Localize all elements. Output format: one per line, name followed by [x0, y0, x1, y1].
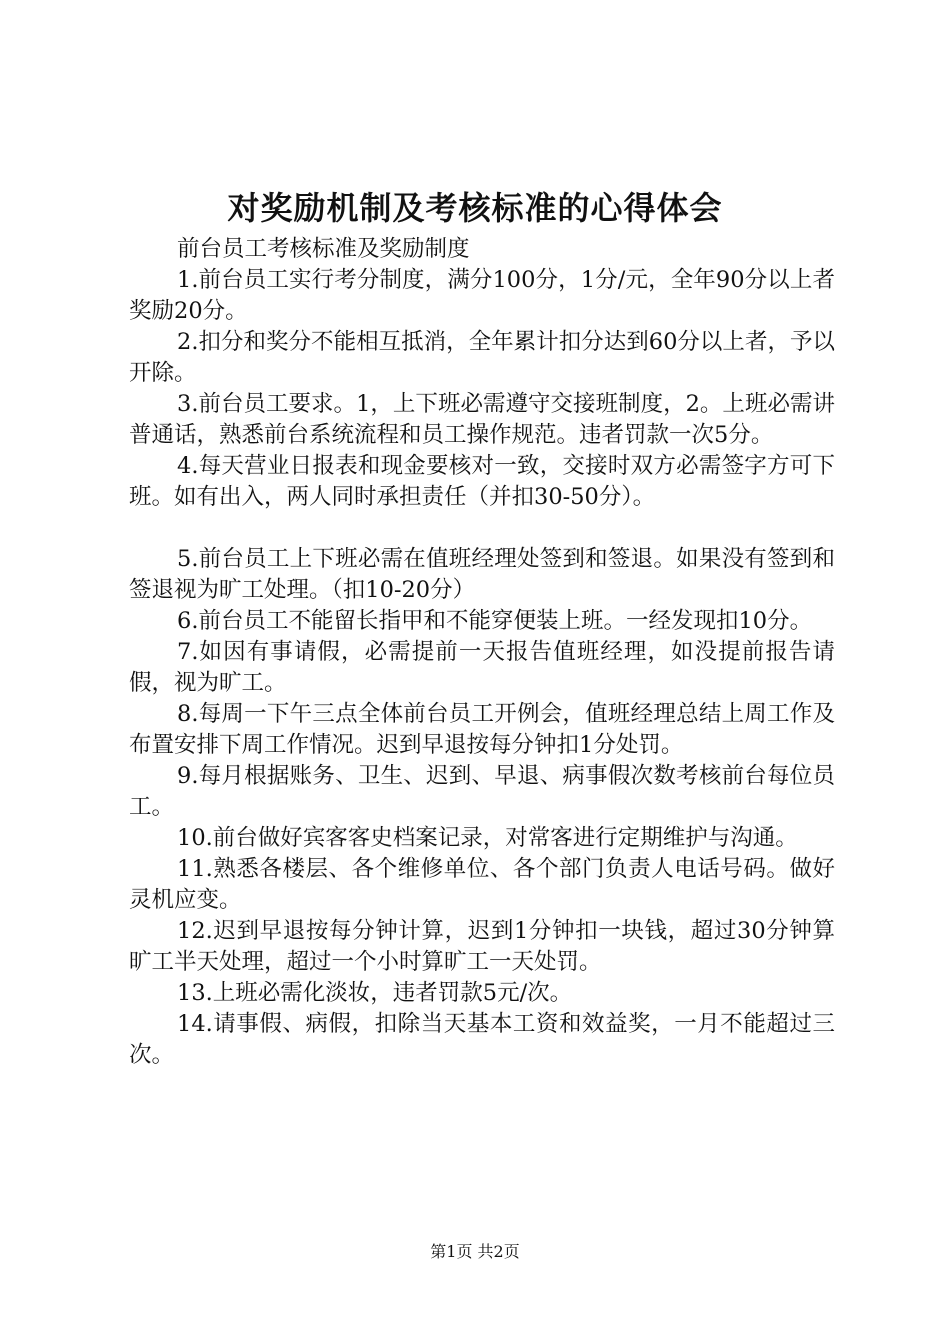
paragraph-item-6: 6.前台员工不能留长指甲和不能穿便装上班。一经发现扣10分。 — [177, 608, 813, 634]
paragraph-item-12: 12.迟到早退按每分钟计算，迟到1分钟扣一块钱，超过30分钟算旷工半天处理，超过一个小时算旷工一天处罚。 — [129, 918, 835, 975]
paragraph-item-14: 14.请事假、病假，扣除当天基本工资和效益奖，一月不能超过三次。 — [129, 1011, 835, 1068]
paragraph-item-13: 13.上班必需化淡妆，违者罚款5元/次。 — [177, 980, 573, 1006]
paragraph-item-7: 7.如因有事请假，必需提前一天报告值班经理，如没提前报告请假，视为旷工。 — [129, 639, 835, 696]
document-title: 对奖励机制及考核标准的心得体会 — [227, 189, 723, 227]
paragraph-item-8: 8.每周一下午三点全体前台员工开例会，值班经理总结上周工作及布置安排下周工作情况。迟到早退按每分钟扣1分处罚。 — [129, 701, 835, 758]
paragraph-item-2: 2.扣分和奖分不能相互抵消，全年累计扣分达到60分以上者，予以开除。 — [129, 329, 835, 386]
paragraph-item-5: 5.前台员工上下班必需在值班经理处签到和签退。如果没有签到和签退视为旷工处理。（扣10-20分） — [129, 546, 835, 603]
document-body — [129, 234, 835, 1071]
paragraph-item-10: 10.前台做好宾客客史档案记录，对常客进行定期维护与沟通。 — [177, 825, 798, 851]
paragraph-item-4: 4.每天营业日报表和现金要核对一致，交接时双方必需签字方可下班。如有出入，两人同时承担责任（并扣30-50分）。 — [129, 453, 835, 510]
paragraph-item-3: 3.前台员工要求。1，上下班必需遵守交接班制度，2。上班必需讲普通话，熟悉前台系统流程和员工操作规范。违者罚款一次5分。 — [129, 391, 835, 448]
paragraph-item-1: 1.前台员工实行考分制度，满分100分，1分/元，全年90分以上者奖励20分。 — [129, 267, 835, 324]
paragraph-heading: 前台员工考核标准及奖励制度 — [177, 236, 470, 262]
page-footer: 第1页 共2页 — [430, 1242, 520, 1261]
paragraph-item-9: 9.每月根据账务、卫生、迟到、早退、病事假次数考核前台每位员工。 — [129, 763, 835, 820]
paragraph-item-11: 11.熟悉各楼层、各个维修单位、各个部门负责人电话号码。做好灵机应变。 — [129, 856, 835, 913]
